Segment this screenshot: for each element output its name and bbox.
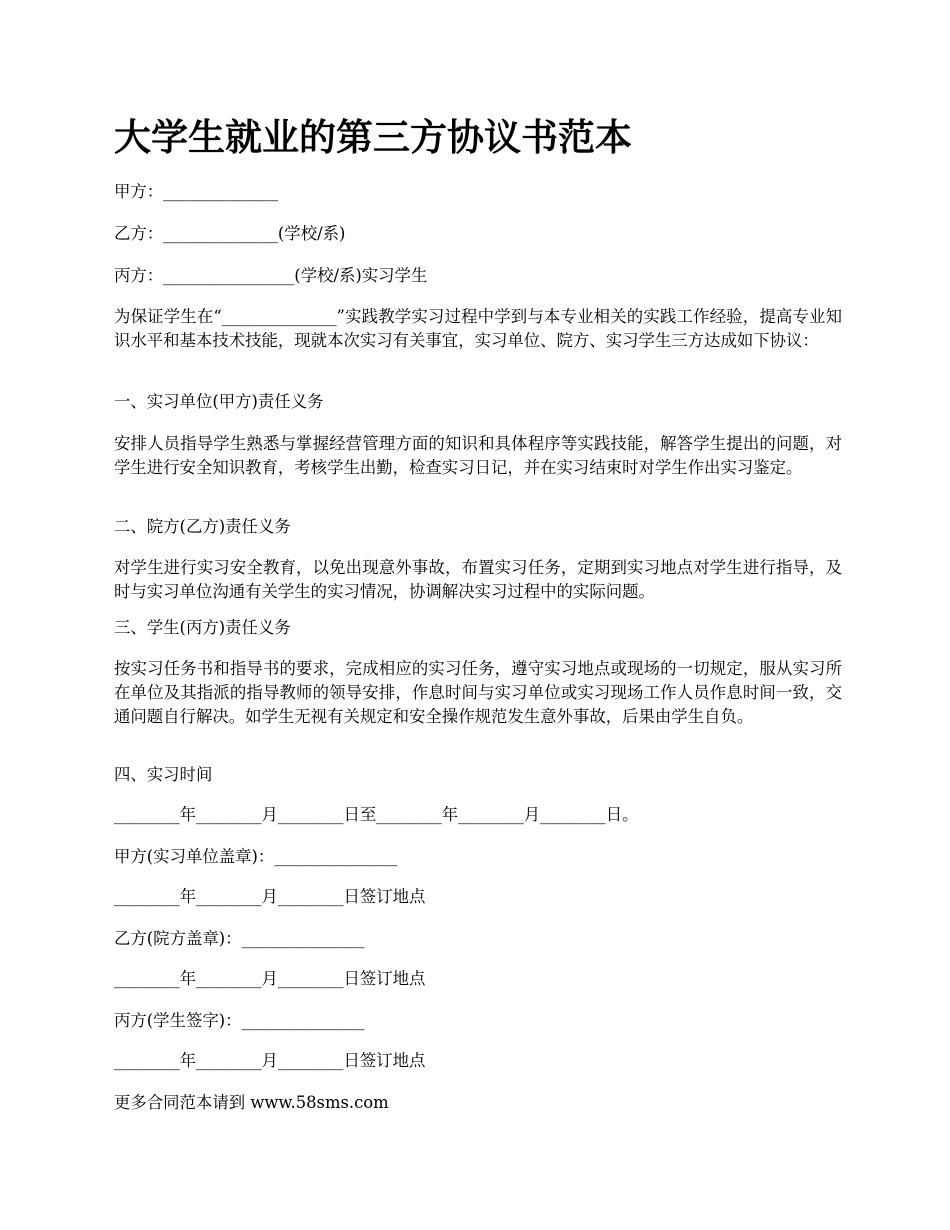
document-title: 大学生就业的第三方协议书范本: [114, 115, 632, 159]
party-c-signature-line: 丙方(学生签字)：_______________: [114, 1011, 365, 1030]
party-a-seal-line: 甲方(实习单位盖章)：_______________: [114, 847, 398, 866]
internship-period-line: ________年________月________日至________年________月________日。: [114, 805, 639, 824]
intro-paragraph: 为保证学生在“______________”实践教学实习过程中学到与本专业相关的实践工作经验，提高专业知识水平和基本技术技能，现就本次实习有关事宜，实习单位、院方、实习学生三方达成如下协议：: [114, 307, 842, 350]
party-c-line: 丙方：________________(学校/系)实习学生: [114, 266, 428, 285]
section4-heading: 四、实习时间: [114, 765, 213, 784]
party-c-date-line: ________年________月________日签订地点: [114, 1051, 426, 1070]
party-b-date-line: ________年________月________日签订地点: [114, 969, 426, 988]
party-a-date-line: ________年________月________日签订地点: [114, 887, 426, 906]
section3-body: 按实习任务书和指导书的要求，完成相应的实习任务，遵守实习地点或现场的一切规定，服从实习所在单位及其指派的指导教师的领导安排，作息时间与实习单位或实习现场工作人员作息时间一致，交通问题自行解决。如学生无视有关规定和安全操作规范发生意外事故，后果由学生自负。: [114, 659, 842, 726]
section2-body: 对学生进行实习安全教育，以免出现意外事故，布置实习任务，定期到实习地点对学生进行指导，及时与实习单位沟通有关学生的实习情况，协调解决实习过程中的实际问题。: [114, 558, 842, 601]
party-a-line: 甲方：______________: [114, 182, 278, 201]
section1-body: 安排人员指导学生熟悉与掌握经营管理方面的知识和具体程序等实践技能，解答学生提出的问题，对学生进行安全知识教育，考核学生出勤，检查实习日记，并在实习结束时对学生作出实习鉴定。: [114, 434, 842, 477]
party-b-seal-line: 乙方(院方盖章)：_______________: [114, 929, 365, 948]
party-b-line: 乙方：______________(学校/系): [114, 224, 346, 243]
footer-link-text: 更多合同范本请到 www.58sms.com: [114, 1093, 389, 1112]
section1-heading: 一、实习单位(甲方)责任义务: [114, 392, 324, 411]
section3-heading: 三、学生(丙方)责任义务: [114, 618, 291, 637]
section2-heading: 二、院方(乙方)责任义务: [114, 517, 291, 536]
